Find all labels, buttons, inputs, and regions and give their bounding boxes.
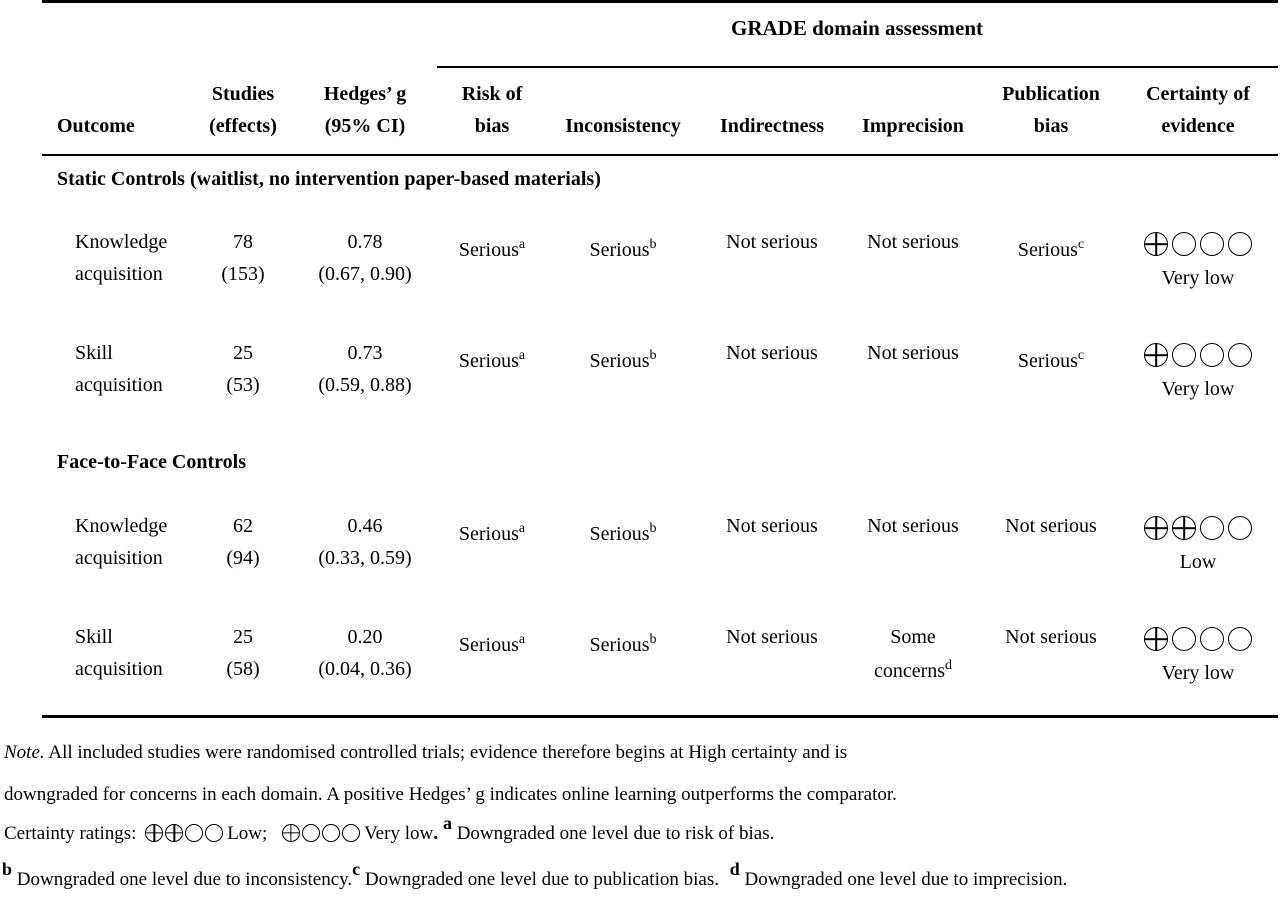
- certainty-circle-icon: [1228, 343, 1252, 367]
- inconsistency-rating: [590, 518, 657, 550]
- publication-bias-rating-footnote-marker: c: [1077, 348, 1085, 363]
- publication-bias-rating: [1018, 345, 1084, 377]
- inconsistency-rating-text: Serious: [589, 634, 650, 656]
- certainty-plus-icon: [282, 824, 300, 842]
- outcome-name: Skill: [75, 626, 113, 648]
- studies-count: 78: [233, 231, 253, 253]
- studies-count: 25: [233, 626, 253, 648]
- hedges-g-ci: (0.33, 0.59): [318, 547, 412, 569]
- risk-of-bias-rating-footnote-marker: a: [518, 348, 526, 363]
- footnote-a-letter: a: [442, 813, 452, 833]
- certainty-plus-icon: [1144, 232, 1168, 256]
- inconsistency-rating-text: Serious: [589, 350, 650, 372]
- risk-of-bias-rating-text: Serious: [458, 634, 519, 656]
- col-header-imprecision: Imprecision: [862, 115, 964, 137]
- certainty-circle-icon: [1172, 343, 1196, 367]
- risk-of-bias-rating-text: Serious: [458, 239, 519, 261]
- certainty-circle-icon: [1200, 343, 1224, 367]
- indirectness-rating: Not serious: [726, 515, 818, 537]
- inconsistency-rating: [590, 345, 657, 377]
- certainty-circle-icon: [1228, 516, 1252, 540]
- col-header-risk: Risk of: [461, 83, 523, 105]
- certainty-circle-icon: [1172, 232, 1196, 256]
- certainty-symbols: [1144, 625, 1252, 653]
- grade-domain-title: GRADE domain assessment: [730, 16, 984, 40]
- certainty-plus-icon: [1144, 627, 1168, 651]
- publication-bias-rating-text: Serious: [1017, 239, 1078, 261]
- certainty-circle-icon: [302, 824, 320, 842]
- certainty-label: Very low: [1161, 378, 1235, 400]
- inconsistency-rating-text: Serious: [589, 523, 650, 545]
- low-rating-symbols: [145, 824, 223, 842]
- outcome-name-line2: acquisition: [75, 263, 163, 285]
- certainty-of-evidence: [1144, 514, 1252, 578]
- footnote-c-text: Downgraded one level due to publication bias.: [364, 869, 719, 890]
- effects-count: (153): [221, 263, 265, 285]
- footnote-c-letter: c: [352, 859, 361, 879]
- outcome-name-line2: acquisition: [75, 658, 163, 680]
- certainty-circle-icon: [1228, 232, 1252, 256]
- publication-bias-rating-footnote-marker: c: [1077, 237, 1085, 252]
- col-header-inconsistency: Inconsistency: [565, 115, 681, 137]
- outcome-name-line2: acquisition: [75, 547, 163, 569]
- imprecision-rating-line2: [874, 655, 952, 687]
- grade-header-rule: [437, 66, 1278, 68]
- col-header-evidence: evidence: [1161, 115, 1235, 137]
- inconsistency-rating: [590, 629, 657, 661]
- table-note-line1: [4, 740, 847, 766]
- certainty-circle-icon: [1228, 627, 1252, 651]
- indirectness-rating: Not serious: [726, 231, 818, 253]
- studies-count: 25: [233, 342, 253, 364]
- col-header-publication-bias: bias: [1033, 115, 1069, 137]
- hedges-g-value: 0.73: [347, 342, 383, 364]
- inconsistency-rating-text: Serious: [589, 239, 650, 261]
- certainty-plus-icon: [1144, 516, 1168, 540]
- col-header-hedges: Hedges’ g: [323, 83, 407, 105]
- note-text-1: All included studies were randomised controlled trials; evidence therefore begins at High certainty and is: [44, 742, 848, 763]
- col-header-indirectness: Indirectness: [719, 115, 825, 137]
- risk-of-bias-rating: [459, 345, 525, 377]
- indirectness-rating: Not serious: [726, 626, 818, 648]
- inconsistency-rating-footnote-marker: b: [649, 237, 657, 252]
- certainty-label: Very low: [1161, 267, 1235, 289]
- inconsistency-rating-footnote-marker: b: [649, 632, 657, 647]
- col-header-risk-bias: bias: [474, 115, 510, 137]
- inconsistency-rating-footnote-marker: b: [649, 348, 657, 363]
- certainty-circle-icon: [185, 824, 203, 842]
- imprecision-rating-line2-text: concerns: [873, 660, 946, 682]
- section-title-face-to-face: Face-to-Face Controls: [57, 451, 247, 473]
- section-title-static: Static Controls (waitlist, no intervention paper-based materials): [57, 168, 601, 190]
- certainty-symbols: [1144, 514, 1252, 542]
- low-rating-label: Low;: [227, 823, 268, 844]
- footnote-b-letter: b: [2, 859, 13, 879]
- hedges-g-value: 0.78: [347, 231, 383, 253]
- inconsistency-rating-footnote-marker: b: [649, 521, 657, 536]
- risk-of-bias-rating-footnote-marker: a: [518, 521, 526, 536]
- publication-bias-rating: Not serious: [1005, 515, 1097, 537]
- risk-of-bias-rating: [459, 629, 525, 661]
- col-header-certainty: Certainty of: [1146, 83, 1250, 105]
- certainty-label: Very low: [1161, 662, 1235, 684]
- note-label: Note.: [4, 742, 45, 763]
- footnote-a-text: Downgraded one level due to risk of bias.: [456, 823, 775, 844]
- certainty-plus-icon: [1144, 343, 1168, 367]
- very-low-rating-symbols: [282, 824, 360, 842]
- certainty-of-evidence: [1144, 230, 1252, 294]
- risk-of-bias-rating-footnote-marker: a: [518, 632, 526, 647]
- col-header-outcome: Outcome: [57, 115, 135, 137]
- certainty-circle-icon: [1172, 627, 1196, 651]
- footnote-b-text: Downgraded one level due to inconsistency.: [16, 869, 353, 890]
- effects-count: (58): [226, 658, 260, 680]
- effects-count: (53): [226, 374, 260, 396]
- imprecision-rating: Some: [890, 626, 936, 648]
- hedges-g-value: 0.20: [347, 626, 383, 648]
- risk-of-bias-rating: [459, 518, 525, 550]
- risk-of-bias-rating-text: Serious: [458, 350, 519, 372]
- certainty-symbols: [1144, 341, 1252, 369]
- certainty-of-evidence: [1144, 341, 1252, 405]
- header-bottom-rule: [42, 154, 1278, 156]
- outcome-name: Knowledge: [75, 231, 168, 253]
- table-note-line4: [2, 859, 1068, 893]
- indirectness-rating: Not serious: [726, 342, 818, 364]
- hedges-g-ci: (0.59, 0.88): [318, 374, 412, 396]
- table-note-line3: Certainty ratings: Low; Very low. a Downgraded one level due to risk of bias.: [4, 813, 775, 844]
- publication-bias-rating: [1018, 234, 1084, 266]
- certainty-symbols: [1144, 230, 1252, 258]
- hedges-g-ci: (0.67, 0.90): [318, 263, 412, 285]
- col-header-effects: (effects): [209, 115, 277, 137]
- imprecision-rating-line2-footnote-marker: d: [945, 658, 953, 673]
- outcome-name: Skill: [75, 342, 113, 364]
- col-header-publication: Publication: [1002, 83, 1100, 105]
- footnote-d-text: Downgraded one level due to imprecision.: [744, 869, 1068, 890]
- hedges-g-ci: (0.04, 0.36): [318, 658, 412, 680]
- imprecision-rating: Not serious: [867, 515, 959, 537]
- certainty-circle-icon: [342, 824, 360, 842]
- note-text-2: downgraded for concerns in each domain. A positive Hedges’ g indicates online learning outperforms the comparator.: [4, 784, 897, 805]
- publication-bias-rating-text: Serious: [1017, 350, 1078, 372]
- hedges-g-value: 0.46: [347, 515, 383, 537]
- certainty-ratings-label: Certainty ratings:: [4, 823, 137, 844]
- footnote-d-letter: d: [729, 859, 740, 879]
- effects-count: (94): [226, 547, 260, 569]
- certainty-label: Low: [1179, 551, 1217, 573]
- very-low-rating-label: Very low: [364, 823, 434, 844]
- publication-bias-rating: Not serious: [1005, 626, 1097, 648]
- certainty-circle-icon: [322, 824, 340, 842]
- certainty-circle-icon: [1200, 232, 1224, 256]
- imprecision-rating: Not serious: [867, 342, 959, 364]
- certainty-circle-icon: [1200, 516, 1224, 540]
- certainty-circle-icon: [1200, 627, 1224, 651]
- imprecision-rating: Not serious: [867, 231, 959, 253]
- outcome-name-line2: acquisition: [75, 374, 163, 396]
- risk-of-bias-rating-footnote-marker: a: [518, 237, 526, 252]
- studies-count: 62: [233, 515, 253, 537]
- outcome-name: Knowledge: [75, 515, 168, 537]
- risk-of-bias-rating-text: Serious: [458, 523, 519, 545]
- certainty-plus-icon: [145, 824, 163, 842]
- certainty-plus-icon: [1172, 516, 1196, 540]
- certainty-plus-icon: [165, 824, 183, 842]
- col-header-studies: Studies: [211, 83, 275, 105]
- certainty-of-evidence: [1144, 625, 1252, 689]
- table-bottom-rule: [42, 715, 1278, 718]
- table-note-line2: [4, 782, 897, 808]
- risk-of-bias-rating: [459, 234, 525, 266]
- inconsistency-rating: [590, 234, 657, 266]
- table-top-rule: [42, 0, 1278, 3]
- certainty-circle-icon: [205, 824, 223, 842]
- col-header-ci: (95% CI): [324, 115, 406, 137]
